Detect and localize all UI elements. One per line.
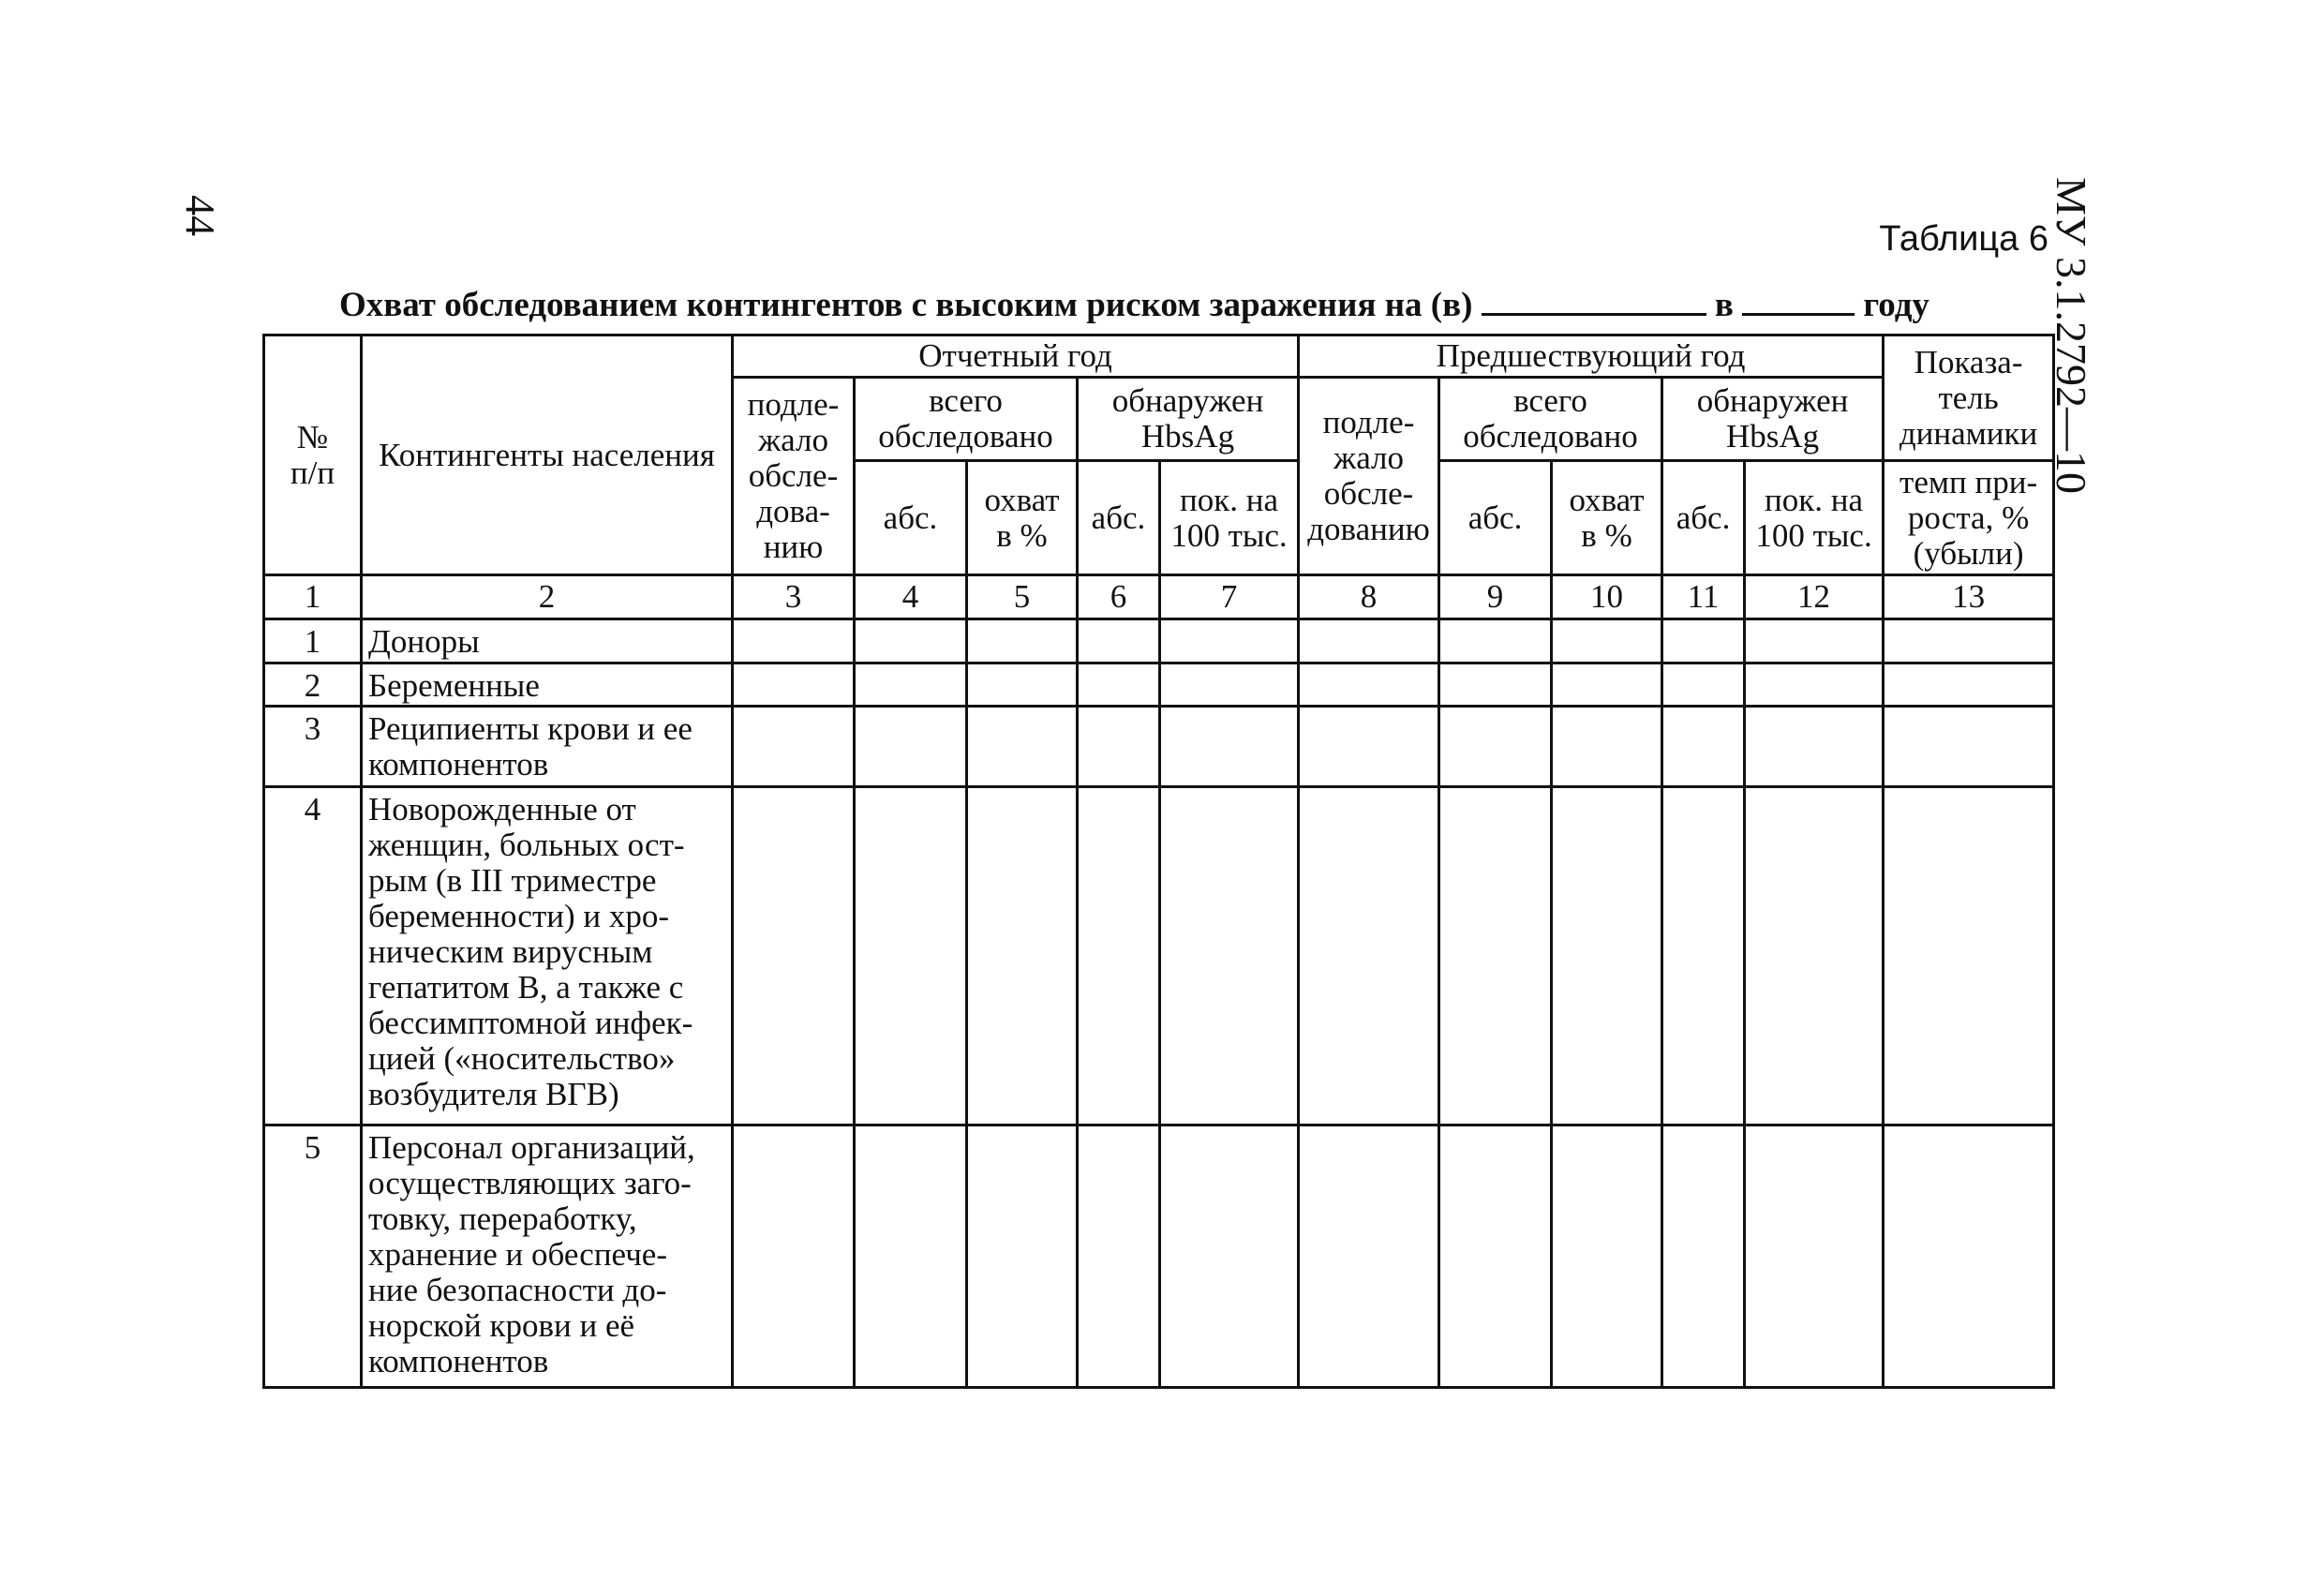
header-coverage-report: охват в % xyxy=(967,461,1078,575)
page-number: 44 xyxy=(177,195,223,236)
header-growth-rate: темп при- роста, % (убыли) xyxy=(1884,461,2054,575)
data-cell xyxy=(855,786,967,1125)
header-total-examined-prev: всего обследовано xyxy=(1439,377,1662,460)
column-number: 10 xyxy=(1552,575,1662,619)
data-cell xyxy=(1552,663,1662,707)
column-number: 4 xyxy=(855,575,967,619)
table-title-year: году xyxy=(1863,286,1929,324)
data-cell xyxy=(1160,619,1299,663)
header-found-hbsag-prev: обнаружен HbsAg xyxy=(1662,377,1884,460)
data-cell xyxy=(1552,786,1662,1125)
data-cell xyxy=(855,619,967,663)
data-cell xyxy=(967,619,1078,663)
column-number: 7 xyxy=(1160,575,1299,619)
table-title-in: в xyxy=(1714,286,1734,324)
data-cell xyxy=(1439,619,1552,663)
table-row xyxy=(264,619,2054,663)
row-contingent: Персонал организаций, осуществляющих заго- товку, переработку, хранение и обеспече- ние безопасности до- норской крови и её компонентов xyxy=(362,1125,733,1388)
header-row-1 xyxy=(264,335,2054,378)
column-number: 5 xyxy=(967,575,1078,619)
column-number: 3 xyxy=(733,575,855,619)
row-contingent: Беременные xyxy=(362,663,733,707)
table-row xyxy=(264,707,2054,786)
row-number: 3 xyxy=(264,707,362,786)
data-cell xyxy=(1299,786,1439,1125)
data-cell xyxy=(1299,663,1439,707)
data-cell xyxy=(733,707,855,786)
data-cell xyxy=(1439,707,1552,786)
column-number: 11 xyxy=(1662,575,1745,619)
data-cell xyxy=(733,663,855,707)
data-cell xyxy=(1078,786,1160,1125)
header-abs-examined-prev: абс. xyxy=(1439,461,1552,575)
data-cell xyxy=(1160,1125,1299,1388)
data-cell xyxy=(1078,619,1160,663)
document-code: МУ 3.1.2792—10 xyxy=(2048,177,2095,494)
column-number: 1 xyxy=(264,575,362,619)
header-per100k-prev: пок. на 100 тыс. xyxy=(1745,461,1884,575)
column-number: 9 xyxy=(1439,575,1552,619)
header-coverage-prev: охват в % xyxy=(1552,461,1662,575)
header-contingents: Контингенты населения xyxy=(362,335,733,575)
row-number: 4 xyxy=(264,786,362,1125)
data-cell xyxy=(1884,663,2054,707)
column-number-row xyxy=(264,575,2054,619)
data-cell xyxy=(1552,1125,1662,1388)
header-report-year: Отчетный год xyxy=(733,335,1299,378)
header-prev-year: Предшествующий год xyxy=(1299,335,1884,378)
data-cell xyxy=(1884,619,2054,663)
data-cell xyxy=(1160,707,1299,786)
data-cell xyxy=(1299,619,1439,663)
data-cell xyxy=(1884,786,2054,1125)
data-cell xyxy=(1439,786,1552,1125)
column-number: 2 xyxy=(362,575,733,619)
row-number: 5 xyxy=(264,1125,362,1388)
data-cell xyxy=(1884,1125,2054,1388)
coverage-table xyxy=(262,334,2055,1389)
row-number: 2 xyxy=(264,663,362,707)
data-cell xyxy=(1662,707,1745,786)
data-cell xyxy=(1745,663,1884,707)
header-dynamics: Показа- тель динамики xyxy=(1884,335,2054,461)
data-cell xyxy=(1662,663,1745,707)
data-cell xyxy=(967,663,1078,707)
blank-year-line xyxy=(1742,281,1855,316)
table-title xyxy=(339,281,2054,328)
data-cell xyxy=(855,1125,967,1388)
data-cell xyxy=(967,707,1078,786)
data-cell xyxy=(1662,1125,1745,1388)
blank-region-line xyxy=(1482,281,1706,316)
table-row xyxy=(264,786,2054,1125)
data-cell xyxy=(967,1125,1078,1388)
header-subject-report: подле- жало обсле- дова- нию xyxy=(733,377,855,574)
data-cell xyxy=(1552,619,1662,663)
row-contingent: Реципиенты крови и ее компонентов xyxy=(362,707,733,786)
data-cell xyxy=(1662,786,1745,1125)
header-subject-prev: подле- жало обсле- дованию xyxy=(1299,377,1439,574)
data-cell xyxy=(1745,707,1884,786)
header-total-examined-report: всего обследовано xyxy=(855,377,1078,460)
header-per100k-report: пок. на 100 тыс. xyxy=(1160,461,1299,575)
data-cell xyxy=(733,619,855,663)
data-cell xyxy=(1552,707,1662,786)
data-cell xyxy=(1662,619,1745,663)
row-number: 1 xyxy=(264,619,362,663)
column-number: 6 xyxy=(1078,575,1160,619)
header-abs-examined-report: абс. xyxy=(855,461,967,575)
data-cell xyxy=(733,786,855,1125)
table-row xyxy=(264,663,2054,707)
data-cell xyxy=(1439,1125,1552,1388)
data-cell xyxy=(1078,1125,1160,1388)
header-abs-found-report: абс. xyxy=(1078,461,1160,575)
data-cell xyxy=(1745,786,1884,1125)
data-cell xyxy=(1160,663,1299,707)
data-cell xyxy=(733,1125,855,1388)
table-title-text: Охват обследованием контингентов с высоким риском заражения на (в) xyxy=(339,286,1473,324)
header-found-hbsag-report: обнаружен HbsAg xyxy=(1078,377,1299,460)
table-label: Таблица 6 xyxy=(1879,219,2048,259)
column-number: 13 xyxy=(1884,575,2054,619)
header-num: № п/п xyxy=(264,335,362,575)
column-number: 12 xyxy=(1745,575,1884,619)
data-cell xyxy=(1299,707,1439,786)
data-cell xyxy=(1884,707,2054,786)
data-cell xyxy=(1745,619,1884,663)
table-row xyxy=(264,1125,2054,1388)
data-cell xyxy=(1299,1125,1439,1388)
data-cell xyxy=(1439,663,1552,707)
data-cell xyxy=(1745,1125,1884,1388)
header-abs-found-prev: абс. xyxy=(1662,461,1745,575)
data-cell xyxy=(1160,786,1299,1125)
data-cell xyxy=(1078,707,1160,786)
data-cell xyxy=(967,786,1078,1125)
data-cell xyxy=(855,707,967,786)
row-contingent: Доноры xyxy=(362,619,733,663)
data-cell xyxy=(1078,663,1160,707)
row-contingent: Новорожденные от женщин, больных ост- рым (в III триместре беременности) и хро- ническим вирусным гепатитом В, а также с бессимптомной инфек- цией («носительство» возбудителя ВГВ) xyxy=(362,786,733,1125)
data-cell xyxy=(855,663,967,707)
column-number: 8 xyxy=(1299,575,1439,619)
